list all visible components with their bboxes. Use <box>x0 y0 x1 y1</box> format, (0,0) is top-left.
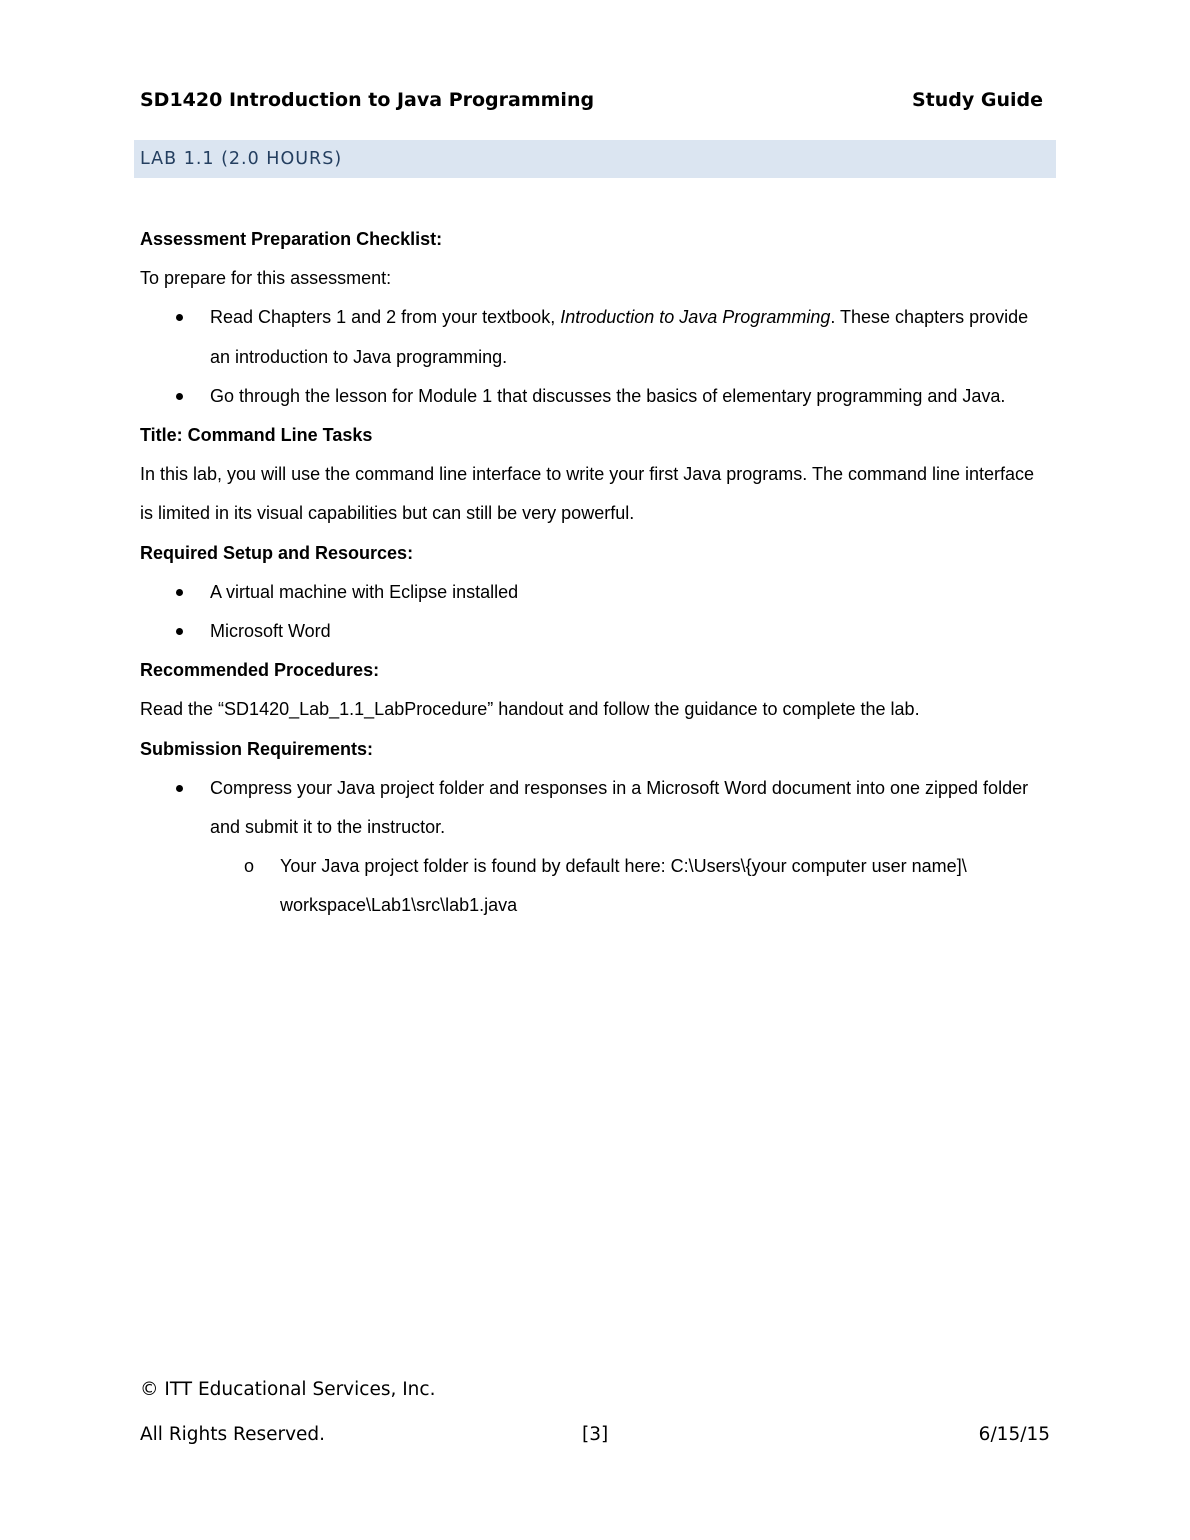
title-body: In this lab, you will use the command line interface to write your first Java programs. The command line interface is limited in its visual capabilities but can still be very powerful. <box>140 464 1035 524</box>
checklist-item-1-rest: . These chapters provide an introduction to Java programming. <box>210 307 1029 367</box>
list-item <box>140 573 1052 612</box>
footer-date: 6/15/15 <box>978 1424 1050 1445</box>
setup-item-text: A virtual machine with Eclipse installed <box>210 581 519 602</box>
submission-list <box>140 769 1052 926</box>
lab-banner <box>134 140 1056 178</box>
submission-sublist <box>210 847 1052 925</box>
list-item <box>140 298 1052 376</box>
submission-subitem-text: Your Java project folder is found by default here: C:\Users\{your computer user name]\ workspace\Lab1\src\lab1.java <box>280 856 967 916</box>
procedures-heading: Recommended Procedures: <box>140 660 380 681</box>
footer-copyright: © ITT Educational Services, Inc. <box>140 1379 436 1400</box>
checklist-item-2-text: Go through the lesson for Module 1 that discusses the basics of elementary programming and Java. <box>210 385 1006 406</box>
title-heading: Title: Command Line Tasks <box>140 425 373 446</box>
page-number: [3] <box>582 1424 609 1445</box>
setup-heading: Required Setup and Resources: <box>140 542 414 563</box>
submission-item-text: Compress your Java project folder and responses in a Microsoft Word document into one zipped folder and submit it to the instructor. <box>210 777 1029 838</box>
procedures-body: Read the “SD1420_Lab_1.1_LabProcedure” handout and follow the guidance to complete the lab. <box>140 699 920 720</box>
page-footer <box>140 1423 1050 1447</box>
checklist-intro: To prepare for this assessment: <box>140 268 392 289</box>
document-type: Study Guide <box>911 89 1043 111</box>
checklist-item-1-text: Read Chapters 1 and 2 from your textbook, <box>210 307 561 328</box>
document-body <box>140 220 1052 926</box>
textbook-title: Introduction to Java Programming <box>560 307 831 328</box>
list-item <box>140 377 1052 416</box>
list-item <box>140 769 1052 926</box>
sub-bullet-marker: o <box>244 856 255 877</box>
submission-heading: Submission Requirements: <box>140 738 374 759</box>
setup-item-text: Microsoft Word <box>210 621 331 642</box>
list-item <box>210 847 1052 925</box>
page-header <box>140 88 1043 112</box>
footer-rights: All Rights Reserved. <box>140 1424 326 1445</box>
setup-list <box>140 573 1052 651</box>
lab-banner-label: LAB 1.1 (2.0 HOURS) <box>140 149 343 169</box>
list-item <box>140 612 1052 651</box>
checklist-list <box>140 298 1052 416</box>
checklist-heading: Assessment Preparation Checklist: <box>140 229 443 249</box>
course-title: SD1420 Introduction to Java Programming <box>140 89 595 111</box>
